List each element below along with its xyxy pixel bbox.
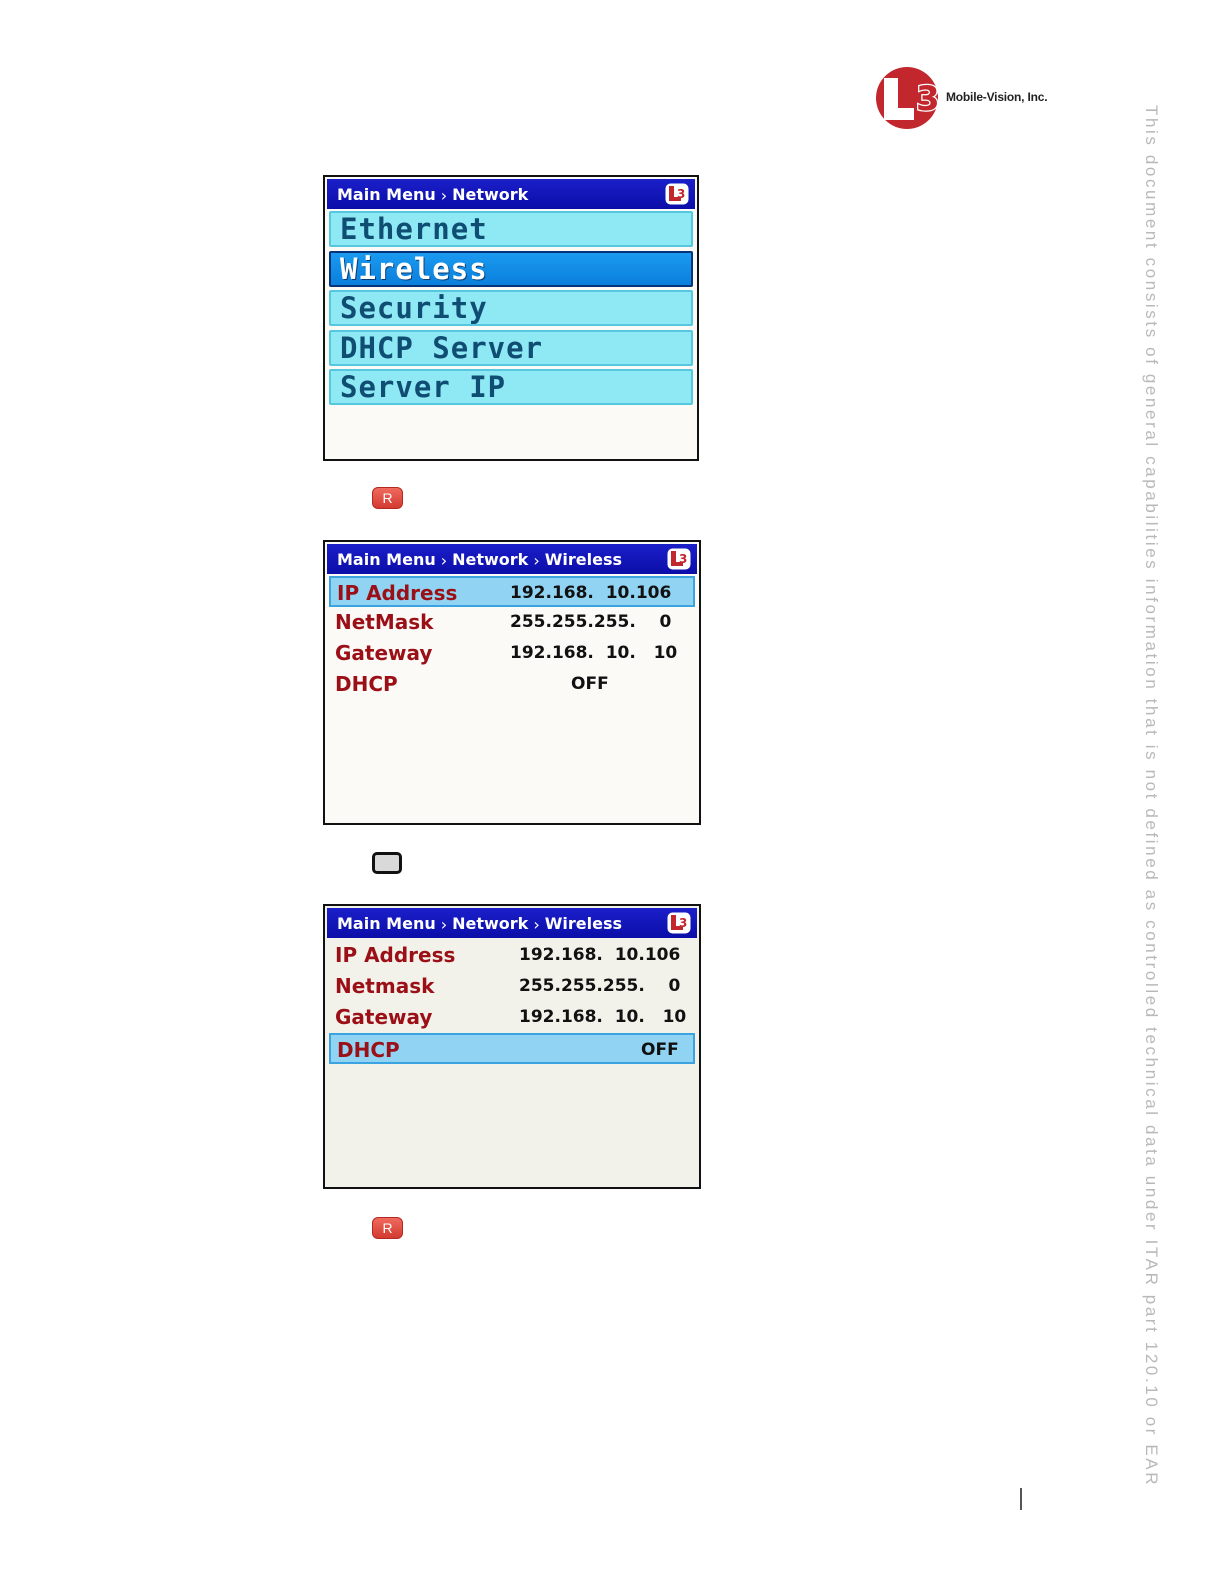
field-label: Gateway xyxy=(335,1005,433,1029)
breadcrumb-chevron-icon: › xyxy=(440,914,448,934)
network-menu-screen xyxy=(323,175,699,461)
field-value: 192.168. 10. 10 xyxy=(510,643,678,663)
field-row-netmask[interactable] xyxy=(329,607,695,638)
wireless-screen-ip-selected xyxy=(323,540,701,825)
breadcrumb-wireless: Wireless xyxy=(544,913,622,933)
menu-item-server-ip[interactable]: Server IP xyxy=(329,369,693,405)
breadcrumb-wireless: Wireless xyxy=(544,549,622,569)
field-label: NetMask xyxy=(335,610,434,634)
field-row-gateway[interactable] xyxy=(329,638,695,669)
field-label: DHCP xyxy=(337,1038,400,1062)
title-bar xyxy=(327,544,697,574)
field-row-gateway[interactable] xyxy=(329,1002,695,1033)
field-row-dhcp[interactable] xyxy=(329,669,695,700)
logo-company-name: Mobile-Vision, Inc. xyxy=(946,90,1048,104)
svg-text:3: 3 xyxy=(679,916,688,930)
field-value: 192.168. 10.106 xyxy=(510,583,672,603)
l3-badge-icon xyxy=(667,912,691,934)
breadcrumb-chevron-icon: › xyxy=(440,185,448,205)
field-row-ip-address[interactable] xyxy=(329,576,695,607)
footer-divider xyxy=(1020,1488,1022,1510)
field-label: Gateway xyxy=(335,641,433,665)
menu-item-security[interactable]: Security xyxy=(329,290,693,326)
title-bar xyxy=(327,179,695,209)
field-row-ip-address[interactable] xyxy=(329,940,695,971)
breadcrumb-chevron-icon: › xyxy=(533,914,540,934)
l3-badge-icon xyxy=(667,548,691,570)
field-label: DHCP xyxy=(335,672,398,696)
field-value: 255.255.255. 0 xyxy=(519,976,681,996)
menu-item-wireless[interactable]: Wireless xyxy=(329,251,693,287)
r-button-icon: R xyxy=(372,1217,403,1239)
breadcrumb-network: Network xyxy=(452,549,529,569)
r-button-icon: R xyxy=(372,487,403,509)
breadcrumb-main-menu: Main Menu xyxy=(337,913,436,933)
breadcrumb-chevron-icon: › xyxy=(533,550,540,570)
menu-item-dhcp-server[interactable]: DHCP Server xyxy=(329,330,693,366)
field-row-netmask[interactable] xyxy=(329,971,695,1002)
l3-logo-icon xyxy=(874,66,940,130)
menu-item-ethernet[interactable]: Ethernet xyxy=(329,211,693,247)
field-row-dhcp[interactable] xyxy=(329,1033,695,1064)
field-value: 192.168. 10. 10 xyxy=(519,1007,687,1027)
breadcrumb-network: Network xyxy=(452,184,529,204)
field-label: IP Address xyxy=(337,581,458,605)
field-label: IP Address xyxy=(335,943,456,967)
field-value: 192.168. 10.106 xyxy=(519,945,681,965)
svg-text:3: 3 xyxy=(916,79,940,119)
breadcrumb-network: Network xyxy=(452,913,529,933)
title-bar xyxy=(327,908,697,938)
wireless-screen-dhcp-selected xyxy=(323,904,701,1189)
svg-text:3: 3 xyxy=(679,552,688,566)
field-value: OFF xyxy=(571,674,609,694)
itar-notice: This document consists of general capabilities information that is not defined as controlled technical data under ITAR part 120.10 or EAR xyxy=(1142,105,1161,1488)
breadcrumb-main-menu: Main Menu xyxy=(337,549,436,569)
l3-badge-icon xyxy=(665,183,689,205)
field-value: 255.255.255. 0 xyxy=(510,612,672,632)
breadcrumb-main-menu: Main Menu xyxy=(337,184,436,204)
square-button-icon xyxy=(372,852,402,874)
breadcrumb-chevron-icon: › xyxy=(440,550,448,570)
field-value: OFF xyxy=(641,1040,679,1060)
field-label: Netmask xyxy=(335,974,435,998)
svg-text:3: 3 xyxy=(677,187,686,201)
company-logo xyxy=(874,66,1074,130)
